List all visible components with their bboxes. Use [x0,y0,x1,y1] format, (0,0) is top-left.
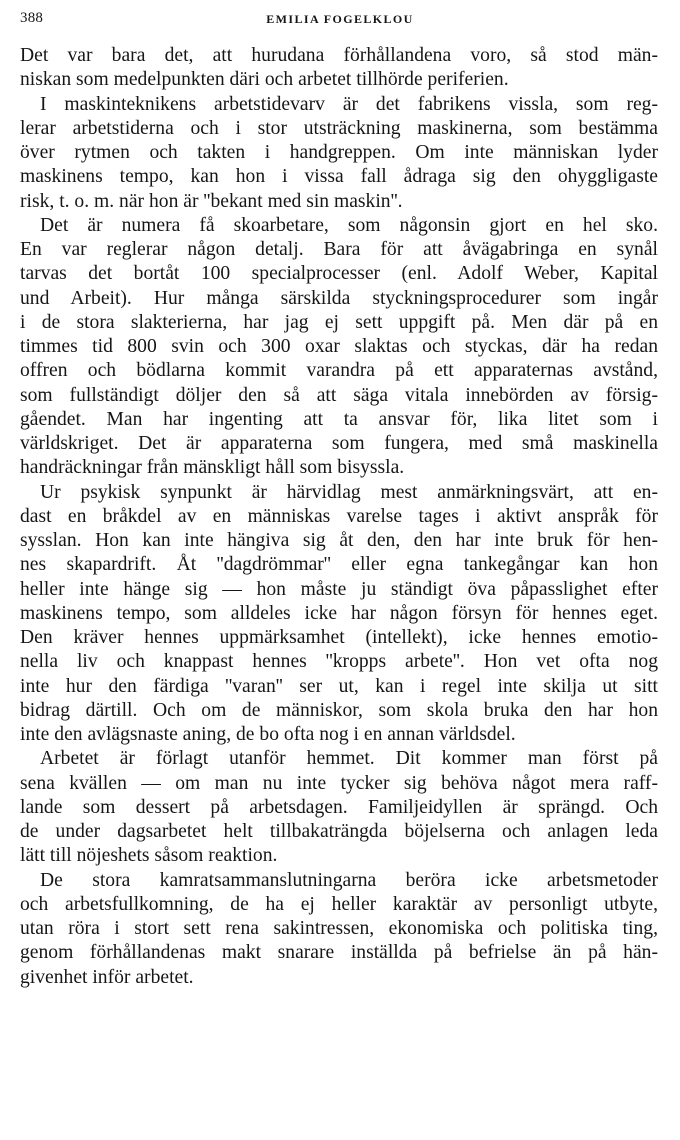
text-line: tarvas det bortåt 100 specialprocesser (enl. Adolf Weber, Kapital [20,263,658,285]
text-line: världskriget. Det är apparaterna som fungera, med små maskinella [20,433,658,454]
text-line: lande som dessert på arbetsdagen. Familjeidyllen är sprängd. Och [20,796,658,818]
text-line: Arbetet är förlagt utanför hemmet. Dit kommer man först på [40,748,658,770]
text-line: dast en bråkdel av en människas varelse tages i aktivt anspråk för [20,505,658,527]
text-line: I maskinteknikens arbetstidevarv är det fabrikens vissla, som reg- [40,93,658,115]
text-line: som fullständigt döljer den så att säga vitala innebörden av försig- [20,384,658,406]
text-line: Den kräver hennes uppmärksamhet (intellekt), icke hennes emotio- [20,627,658,648]
text-line: utan röra i stort sett rena sakintressen, ekonomiska och politiska ting, [20,918,658,939]
text-line: genom förhållandenas makt snarare inställda på befrielse än på hän- [20,942,658,964]
page-number: 388 [20,10,44,26]
text-line: Det är numera få skoarbetare, som någonsin gjort en hel sko. [40,214,658,236]
paragraph-4 [20,481,658,748]
text-line: gåendet. Man har ingenting att ta ansvar för, lika litet som i [20,408,658,430]
text-line: inte hur den färdiga ''varan'' ser ut, kan i regel inte skilja ut sitt [20,675,658,697]
paragraph-6 [20,869,658,990]
text-line: nes skapardrift. Åt ''dagdrömmar'' eller egna tankegångar kan hon [20,554,658,576]
text-line: över rytmen och takten i handgreppen. Om inte människan lyder [20,142,658,163]
running-head [20,10,660,32]
text-line: sysslan. Hon kan inte hängiva sig åt den, den har inte bruk för hen- [20,530,658,551]
text-line: und Arbeit). Hur många särskilda styckningsprocedurer som ingår [20,287,658,309]
text-line: maskinens tempo, kan hon i vissa fall ådraga sig den ohyggligaste [20,166,658,188]
text-line: bidrag därtill. Och om de människor, som skola bruka den har hon [20,699,658,721]
body-text [20,44,658,990]
running-title: EMILIA FOGELKLOU [266,12,414,26]
text-line: Ur psykisk synpunkt är härvidlag mest anmärkningsvärt, att en- [40,481,658,503]
text-line: offren och bödlarna kommit varandra på ett apparaternas avstånd, [20,360,658,382]
text-line: De stora kamratsammanslutningarna beröra icke arbetsmetoder [40,869,658,891]
text-line: sena kvällen — om man nu inte tycker sig behöva något mera raff- [20,772,658,794]
text-line: maskinens tempo, som alldeles icke har någon försyn för hennes eget. [20,602,658,624]
text-line: En var reglerar någon detalj. Bara för att åvägabringa en synål [20,239,658,260]
text-line: risk, t. o. m. när hon är ''bekant med sin maskin''. [20,190,403,212]
text-line: och arbetsfullkomning, de ha ej heller karaktär av personligt utbyte, [20,893,658,915]
paragraph-2 [20,93,658,214]
text-line: nella liv och knappast hennes ''kropps arbete''. Hon vet ofta nog [20,651,658,673]
text-line: i de stora slakterierna, har jag ej sett uppgift på. Men där på en [20,311,658,333]
text-line: niskan som medelpunkten däri och arbetet tillhörde periferien. [20,69,509,91]
paragraph-5 [20,747,658,868]
text-line: Det var bara det, att hurudana förhållandena voro, så stod män- [20,45,658,66]
text-line: lätt till nöjeshets såsom reaktion. [20,845,278,867]
text-line: de under dagsarbetet helt tillbakaträngda böjelserna och anlagen leda [20,821,658,842]
text-line: heller inte hänge sig — hon måste ju ständigt öva påpasslighet efter [20,578,658,600]
text-line: timmes tid 800 svin och 300 oxar slaktas och styckas, där ha redan [20,336,658,357]
paragraph-3 [20,214,658,481]
paragraph-1 [20,44,658,93]
text-line: givenhet inför arbetet. [20,966,194,988]
text-line: inte den avlägsnaste aning, de bo ofta nog i en annan världsdel. [20,724,516,745]
text-line: lerar arbetstiderna och i stor utsträckning maskinerna, som bestämma [20,117,658,139]
text-line: handräckningar från mänskligt håll som bisyssla. [20,457,405,479]
